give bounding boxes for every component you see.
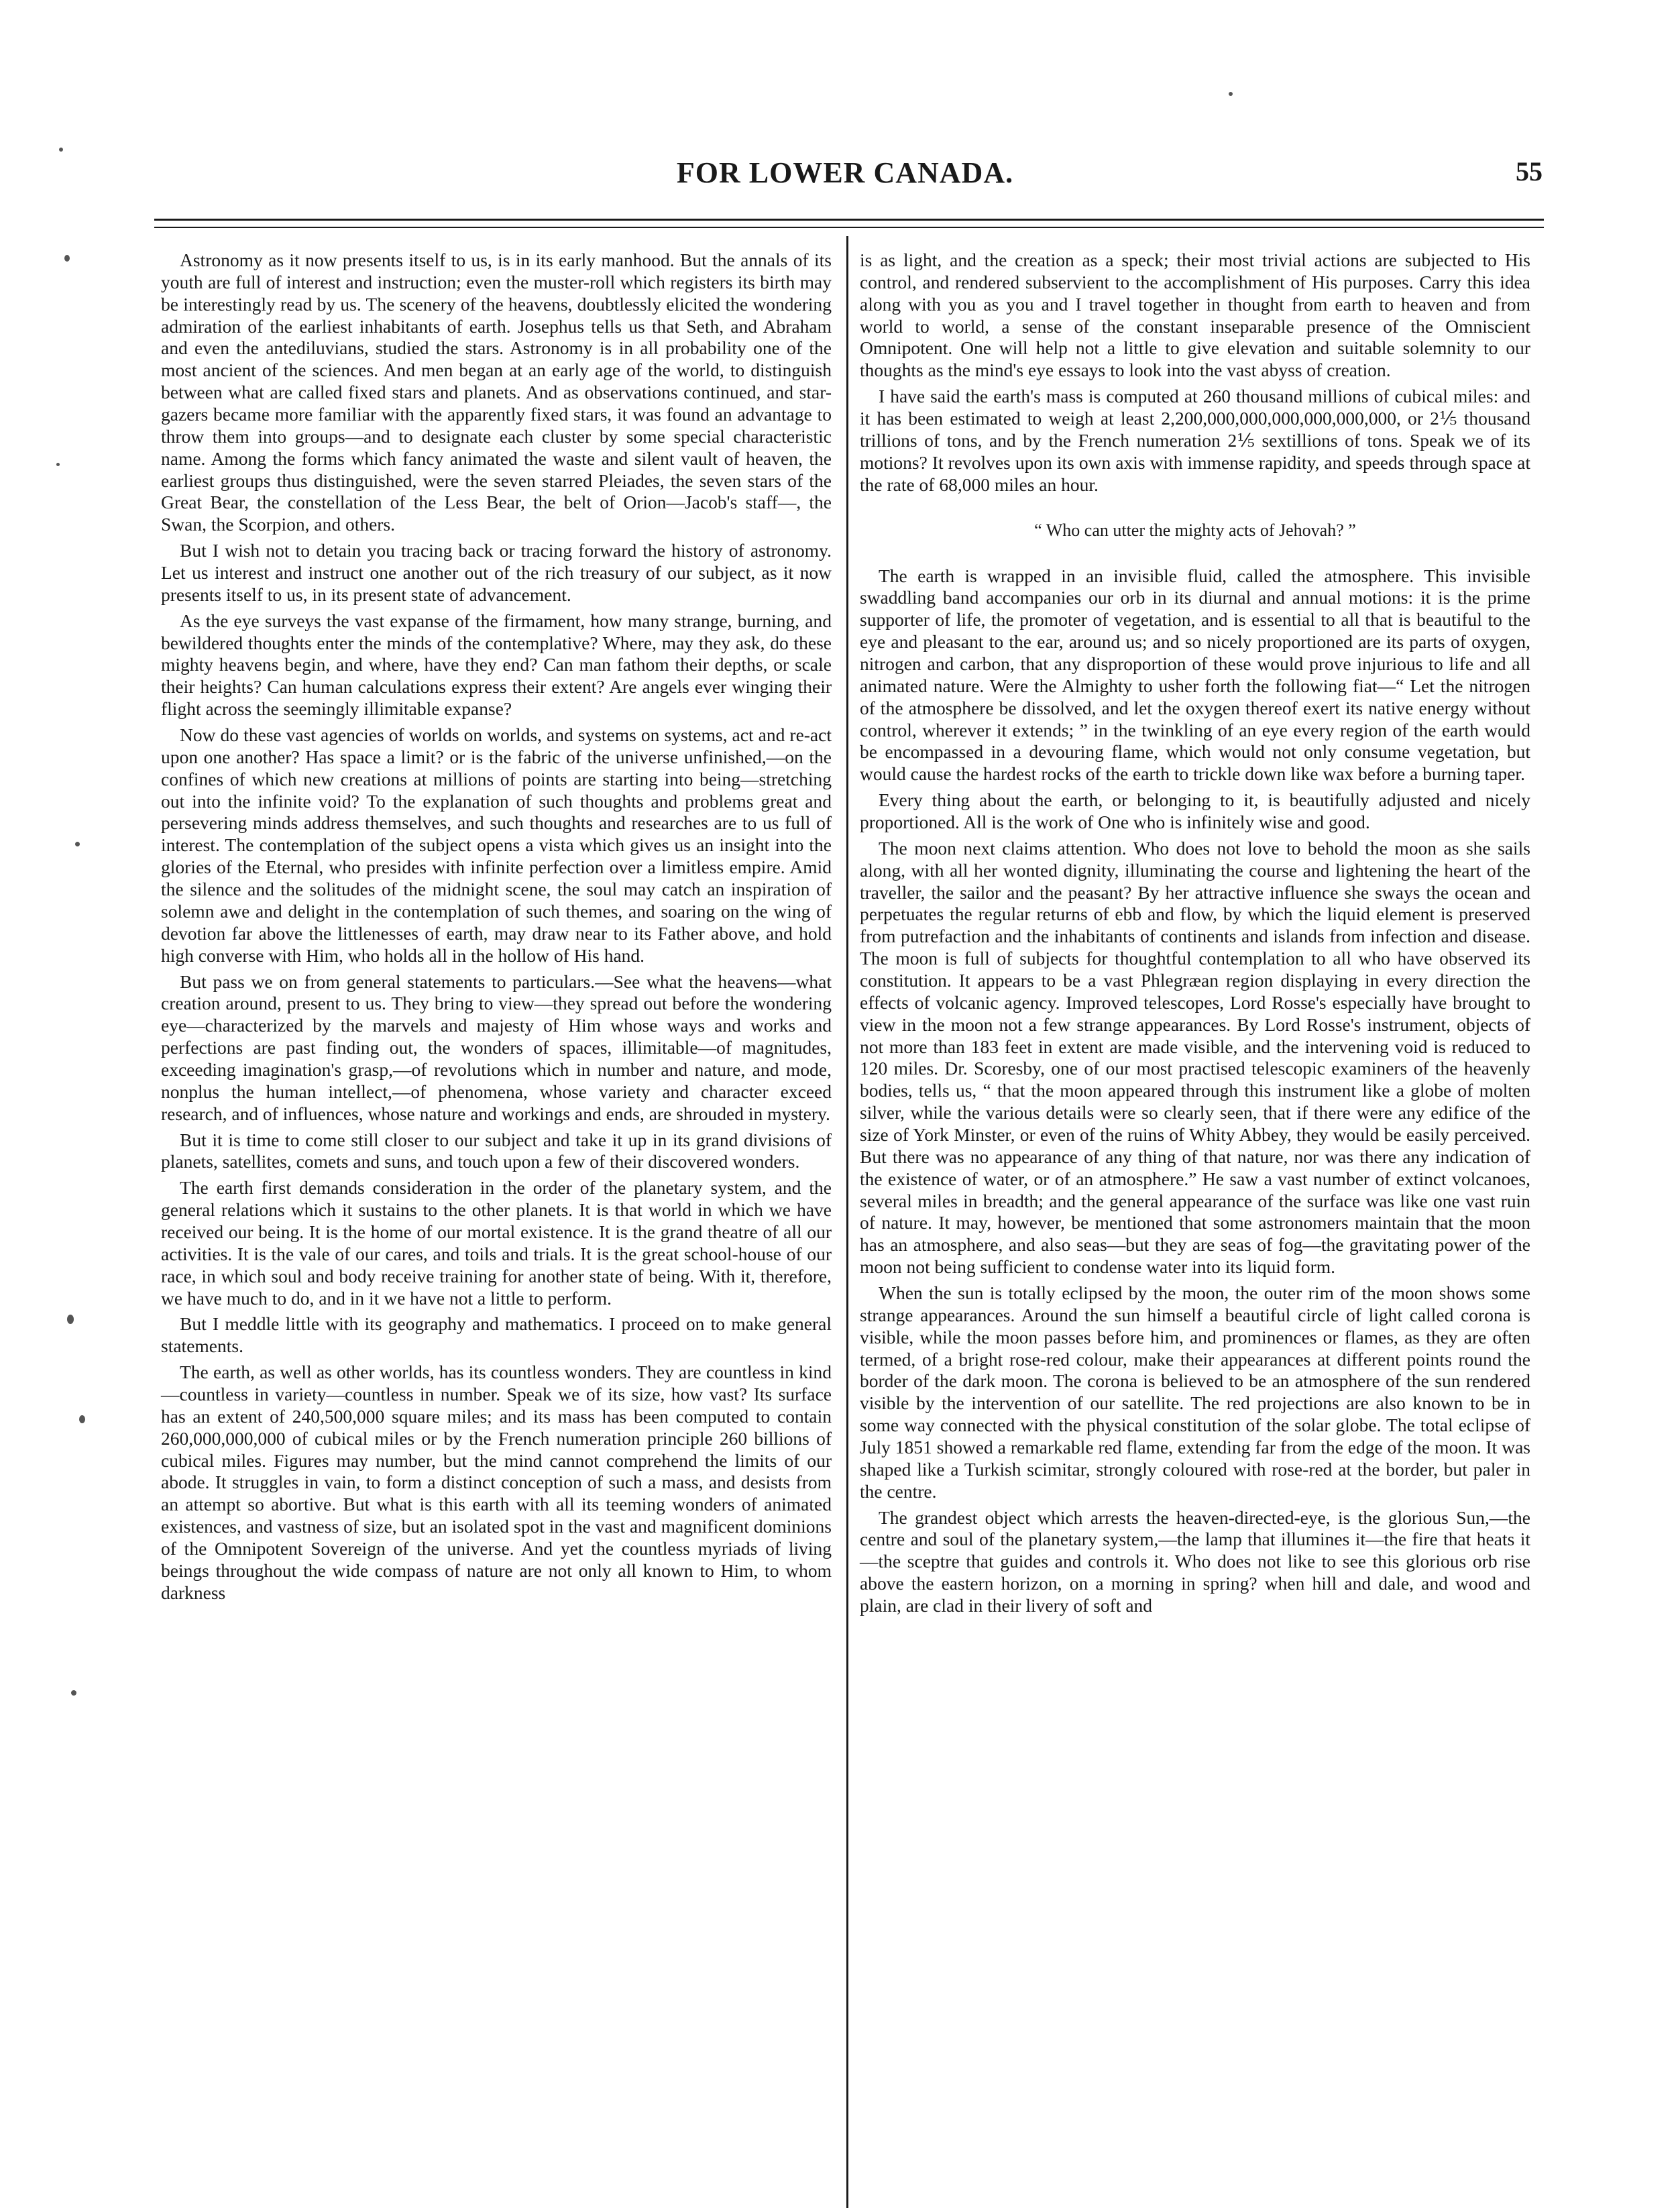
paragraph: I have said the earth's mass is computed at 260 thousand millions of cubical miles: and it has been estimated to weigh at least 2,200,000,000,000,000,000,000, or 2⅕ thousand trillions of tons, and by the French numeration 2⅕ sextillions of tons. Speak we of its motions? It revolves upon its own axis with immense rapidity, and speeds through space at the rate of 68,000 miles an hour. bbox=[860, 386, 1530, 495]
paragraph: The earth, as well as other worlds, has its countless wonders. They are countless in kind—countless in variety—countless in number. Speak we of its size, how vast? Its surface has an extent of 240,500,000 square miles; and its mass has been computed to contain 260,000,000,000 of cubical miles or by the French numeration principle 260 billions of cubical miles. Figures may number, but the mind cannot comprehend the limits of our abode. It struggles in vain, to form a distinct conception of such a mass, and desists from an attempt so abortive. But what is this earth with all its teeming wonders of animated existences, and vastness of size, but an isolated spot in the vast and magnificent dominions of the Omnipotent Sovereign of the universe. And yet the countless myriads of living beings throughout the wide compass of nature are not only all known to Him, to whom darkness bbox=[161, 1362, 832, 1603]
paragraph: The earth is wrapped in an invisible fluid, called the atmosphere. This invisible swaddling band accompanies our orb in its diurnal and annual motions: it is the prime supporter of life, the promoter of vegetation, and is essential to all that is beautiful to the eye and pleasant to the ear, around us; and so nicely proportioned are its parts of oxygen, nitrogen and carbon, that any disproportion of these would prove injurious to life and all animated nature. Were the Almighty to usher forth the following fiat—“ Let the nitrogen of the atmosphere be dissolved, and let the oxygen thereof exert its native energy without control, wherever it extends; ” in the twinkling of an eye every region of the earth would be encompassed in a devouring flame, which would not only consume vegetation, but would cause the hardest rocks of the earth to trickle down like wax before a burning taper. bbox=[860, 565, 1530, 785]
scan-speck bbox=[56, 463, 60, 466]
paragraph: is as light, and the creation as a speck; their most trivial actions are subjected to His control, and rendered subservient to the accomplishment of His purposes. Carry this idea along with you as you and I travel together in thought from earth to heaven and from world to world, a sense of the constant inseparable presence of the Omniscient Omnipotent. One will help not a little to give elevation and suitable solemnity to our thoughts as the mind's eye essays to look into the vast abyss of creation. bbox=[860, 250, 1530, 381]
scan-speck bbox=[1229, 92, 1233, 96]
paragraph: When the sun is totally eclipsed by the moon, the outer rim of the moon shows some strange appearances. Around the sun himself a beautiful circle of light called corona is visible, while the moon passes before him, and prominences or flames, as they are often termed, of a bright rose-red colour, make their appearances at different points round the border of the dark moon. The corona is believed to be an atmosphere of the sun rendered visible by the intervention of our satellite. The red projections are also known to be in some way connected with the physical constitution of the solar globe. The total eclipse of July 1851 showed a remarkable red flame, extending far from the edge of the moon. It was shaped like a Turkish scimitar, strongly coloured with rose-red at the border, but paler in the centre. bbox=[860, 1282, 1530, 1502]
scan-speck bbox=[79, 1415, 85, 1423]
left-column bbox=[161, 250, 832, 2148]
header-rule-bottom bbox=[154, 227, 1544, 228]
paragraph: Every thing about the earth, or belonging to it, is beautifully adjusted and nicely proportioned. All is the work of One who is infinitely wise and good. bbox=[860, 789, 1530, 832]
right-column bbox=[860, 250, 1530, 2148]
header-rule-top bbox=[154, 219, 1544, 221]
scan-speck bbox=[67, 1315, 74, 1324]
paragraph: But I meddle little with its geography and mathematics. I proceed on to make general statements. bbox=[161, 1313, 832, 1357]
paragraph: The grandest object which arrests the heaven-directed-eye, is the glorious Sun,—the centre and soul of the planetary system,—the lamp that illumines it—the fire that heats it—the sceptre that guides and controls it. Who does not like to see this glorious orb rise above the eastern horizon, on a morning in spring? when hill and dale, and wood and plain, are clad in their livery of soft and bbox=[860, 1506, 1530, 1616]
scripture-quote: “ Who can utter the mighty acts of Jehovah? ” bbox=[1034, 520, 1356, 541]
paragraph: Astronomy as it now presents itself to us, is in its early manhood. But the annals of its youth are full of interest and instruction; even the muster-roll which registers its birth may be interestingly read by us. The scenery of the heavens, doubtlessly elicited the wondering admiration of the earliest inhabitants of earth. Josephus tells us that Seth, and Abraham and even the antediluvians, studied the stars. Astronomy is in all probability one of the most ancient of the sciences. And men began at an early age of the world, to distinguish between what are called fixed stars and planets. And as observations continued, and star-gazers became more familiar with the apparently fixed stars, it was found an advantage to throw them into groups—and to designate each cluster by some special characteristic name. Among the forms which fancy animated the waste and silent vault of heaven, the earliest groups thus distinguished, were the seven starred Pleiades, the seven stars of the Great Bear, the constellation of the Less Bear, the belt of Orion—Jacob's staff—, the Swan, the Scorpion, and others. bbox=[161, 250, 832, 535]
scan-speck bbox=[59, 148, 63, 152]
scan-speck bbox=[75, 842, 80, 846]
paragraph: But pass we on from general statements to particulars.—See what the heavens—what creation around, present to us. They bring to view—they spread out before the wondering eye—characterized by the marvels and majesty of Him whose ways and works and perfections are past finding out, the wonders of spaces, illimitable—of magnitudes, exceeding imagination's grasp,—of revolutions which in number and nature, and mode, nonplus the human intellect,—of phenomena, whose variety and character exceed research, and of influences, whose nature and workings and ends, are shrouded in mystery. bbox=[161, 971, 832, 1124]
column-divider bbox=[846, 236, 848, 2208]
paragraph: But it is time to come still closer to our subject and take it up in its grand divisions of planets, satellites, comets and suns, and touch upon a few of their discovered wonders. bbox=[161, 1129, 832, 1172]
scan-speck bbox=[64, 255, 70, 262]
paragraph: The earth first demands consideration in the order of the planetary system, and the general relations which it sustains to the other planets. It is that world in which we have received our being. It is the home of our mortal existence. It is the grand theatre of all our activities. It is the vale of our cares, and toils and trials. It is the great school-house of our race, in which soul and body receive training for another state of being. With it, therefore, we have much to do, and in it we have not a little to perform. bbox=[161, 1177, 832, 1309]
scan-speck bbox=[71, 1690, 76, 1696]
paragraph: As the eye surveys the vast expanse of the firmament, how many strange, burning, and bewildered thoughts enter the minds of the contemplative? Where, may they ask, do these mighty heavens begin, and where, have they end? Can man fathom their depths, or scale their heights? Can human calculations express their extent? Are angels ever winging their flight across the seemingly illimitable expanse? bbox=[161, 610, 832, 720]
page-number: 55 bbox=[1516, 156, 1543, 186]
running-title: FOR LOWER CANADA. bbox=[676, 156, 1014, 189]
paragraph: But I wish not to detain you tracing back or tracing forward the history of astronomy. Let us interest and instruct one another out of the rich treasury of our subject, as it now presents itself to us, in its present state of advancement. bbox=[161, 540, 832, 605]
paragraph: The moon next claims attention. Who does not love to behold the moon as she sails along, with all her wonted dignity, illuminating the course and lightening the heart of the traveller, the sailor and the peasant? By her attractive influence she sways the ocean and perpetuates the regular returns of ebb and flow, by which the liquid element is preserved from putrefaction and the inhabitants of continents and islands from infection and disease. The moon is full of subjects for thoughtful contemplation to all who have observed its constitution. It appears to be a vast Phlegræan region displaying in every direction the effects of volcanic agency. Improved telescopes, Lord Rosse's especially have brought to view in the moon not a few strange appearances. By Lord Rosse's instrument, objects of not more than 183 feet in extent are made visible, and the intervening void is reduced to 120 miles. Dr. Scoresby, one of our most practised telescopic examiners of the heavenly bodies, tells us, “ that the moon appeared through this instrument like a globe of molten silver, while the various details were so clearly seen, that if there were any edifice of the size of York Minster, or even of the ruins of Whity Abbey, they would be easily perceived. But there was no appearance of any thing of that nature, nor was there any indication of the existence of water, or of an atmosphere.” He saw a vast number of extinct volcanoes, several miles in breadth; and the general appearance of the surface was like one vast ruin of nature. It may, however, be mentioned that some astronomers maintain that the moon has an atmosphere, and also seas—but they are seas of fog—the gravitating power of the moon not being sufficient to condense water into its liquid form. bbox=[860, 837, 1530, 1278]
paragraph: Now do these vast agencies of worlds on worlds, and systems on systems, act and re-act upon one another? Has space a limit? or is the fabric of the universe unfinished,—on the confines of which new creations at millions of points are starting into being—stretching out into the infinite void? To the explanation of such thoughts and problems great and persevering minds address themselves, and such thoughts and researches are to us full of interest. The contemplation of the subject opens a vista which gives us an insight into the glories of the Eternal, who presides with infinite perfection over a limitless empire. Amid the silence and the solitudes of the midnight scene, the soul may catch an inspiration of solemn awe and delight in the contemplation of such themes, and soaring on the wing of devotion far above the littlenesses of earth, may draw near to its Father above, and hold high converse with Him, who holds all in the hollow of His hand. bbox=[161, 724, 832, 966]
